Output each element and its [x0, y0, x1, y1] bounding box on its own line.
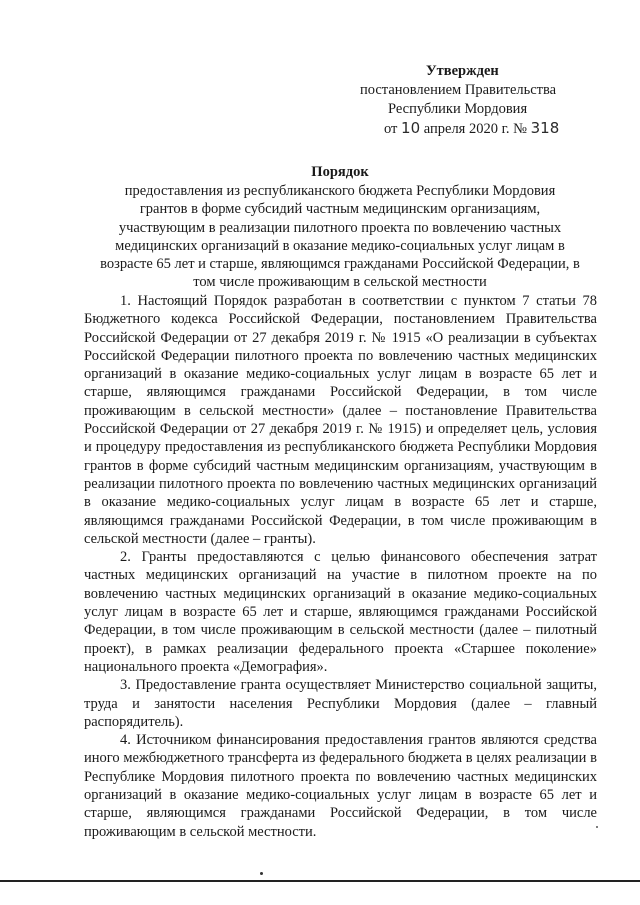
page-bottom-rule	[0, 880, 640, 882]
approval-title: Утвержден	[426, 63, 499, 79]
subtitle-line: участвующим в реализации пилотного проекта по вовлечению частных	[118, 219, 562, 236]
approval-stamp	[360, 62, 610, 139]
subtitle-line: возрасте 65 лет и старше, являющимся гражданами Российской Федерации, в	[100, 256, 580, 273]
subtitle-line: медицинских организаций в оказание медико-социальных услуг лицам в	[115, 237, 565, 254]
subtitle-line: грантов в форме субсидий частным медицинским организациям,	[139, 201, 541, 218]
scan-speck	[596, 826, 598, 828]
paragraph-2: 2. Гранты предоставляются с целью финансового обеспечения затрат частных медицинских организаций на участие в пилотном проекте на по вовлечению частных медицинских организаций в оказание медико-социальных услуг лицам в возрасте 65 лет и старше, являющимся гражданами Российской Федерации, в том числе проживающим в сельской местности (далее – пилотный проект), в рамках реализации федерального проекта «Старшее поколение» национального проекта «Демография».	[84, 549, 597, 675]
approval-line-2: Республики Мордовия	[388, 101, 528, 117]
document-heading	[80, 163, 600, 291]
document-title: Порядок	[311, 164, 369, 180]
paragraph-1: 1. Настоящий Порядок разработан в соответствии с пунктом 7 статьи 78 Бюджетного кодекса Российской Федерации, постановлением Правительства Российской Федерации от 27 декабря 2019 г. № 1915 «О реализации в субъектах Российской Федерации пилотного проекта по вовлечению частных медицинских организаций в оказание медико-социальных услуг лицам в возрасте 65 лет и старше, являющимся гражданами Российской Федерации, в том числе проживающим в сельской местности» (далее – постановление Правительства Российской Федерации от 27 декабря 2019 г. № 1915) и определяет цель, условия и процедуру предоставления из республиканского бюджета Республики Мордовия грантов в форме субсидий частным медицинским организациям, участвующим в реализации пилотного проекта по вовлечению частных медицинских организаций в оказание медико-социальных услуг лицам в возрасте 65 лет и старше, являющимся гражданами Российской Федерации, в том числе проживающим в сельской местности (далее – гранты).	[84, 293, 597, 547]
approval-date-line	[360, 119, 610, 139]
paragraph-3: 3. Предоставление гранта осуществляет Министерство социальной защиты, труда и занятости населения Республики Мордовия (далее – главный распорядитель).	[84, 677, 597, 730]
document-body	[84, 292, 597, 841]
subtitle-line: том числе проживающим в сельской местности	[193, 274, 487, 291]
approval-line-1: постановлением Правительства	[360, 82, 557, 98]
approval-date-text: апреля 2020 г. №	[423, 121, 527, 137]
approval-day: 10	[401, 119, 421, 137]
scan-speck	[260, 872, 263, 875]
paragraph-4: 4. Источником финансирования предоставления грантов являются средства иного межбюджетного трансферта из федерального бюджета в целях реализации в Республике Мордовия пилотного проекта по вовлечению частных медицинских организаций в оказание медико-социальных услуг лицам в возрасте 65 лет и старше, являющимся гражданами Российской Федерации, в том числе проживающим в сельской местности.	[84, 732, 597, 840]
approval-number: 318	[530, 119, 560, 137]
approval-date-prefix: от	[384, 121, 398, 137]
subtitle-line: предоставления из республиканского бюджета Республики Мордовия	[124, 183, 556, 200]
